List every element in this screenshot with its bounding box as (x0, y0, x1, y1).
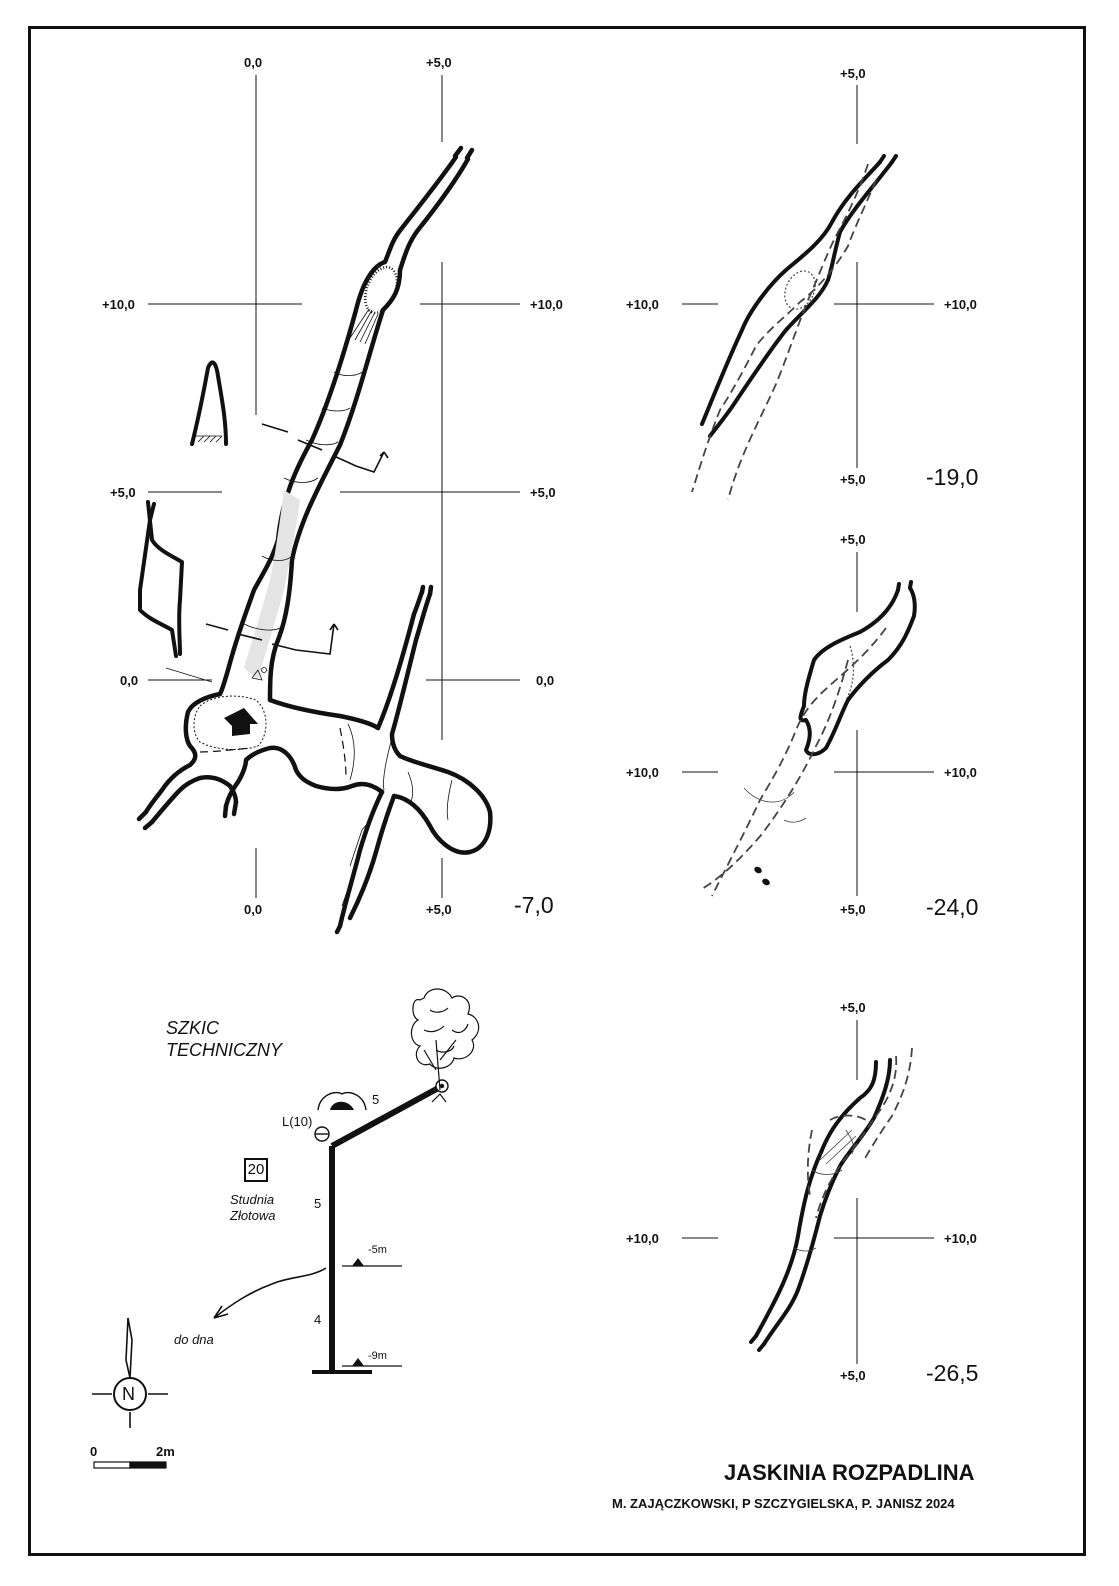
s19-label-bottom: +5,0 (840, 472, 866, 487)
scale-bar (94, 1462, 166, 1468)
north-arrow-icon (92, 1318, 168, 1428)
shaft-name-line1: Studnia (230, 1192, 275, 1207)
s24-label-left: +10,0 (626, 765, 659, 780)
depth-marker-5m: -5m (368, 1244, 387, 1256)
section-26-dashed (808, 1048, 912, 1218)
tech-sketch-stations (315, 1080, 448, 1141)
grid-label-bottom-right: +5,0 (426, 902, 452, 917)
grid-label-mid-right: +5,0 (530, 485, 556, 500)
section-24-blobs (753, 865, 771, 886)
cave-entrance-icon (318, 1093, 366, 1110)
grid-label-lower-right: 0,0 (536, 673, 555, 688)
s19-label-left: +10,0 (626, 297, 659, 312)
grid-label-top-left: 0,0 (244, 55, 263, 70)
grid-label-mid-left: +5,0 (110, 485, 136, 500)
grid-label-upper-left: +10,0 (102, 297, 135, 312)
s26-depth-level: -26,5 (926, 1360, 979, 1386)
grid-label-upper-right: +10,0 (530, 297, 563, 312)
shaft-name-line2: Złotowa (230, 1208, 276, 1223)
hatch-base (196, 436, 222, 442)
station-label: L(10) (282, 1114, 313, 1129)
to-bottom-label: do dna (174, 1332, 214, 1347)
profile-sketches (140, 362, 226, 656)
plan-depth-level: -7,0 (514, 892, 554, 918)
sketch-heading-line2: TECHNICZNY (166, 1040, 282, 1060)
shaft-number-badge: 20 (244, 1158, 268, 1182)
tech-sketch-shaft (214, 1086, 442, 1372)
grid-label-bottom-left: 0,0 (244, 902, 263, 917)
map-authors: M. ZAJĄCZKOWSKI, P SZCZYGIELSKA, P. JANISZ 2024 (612, 1496, 955, 1511)
main-grid-lines (148, 75, 520, 898)
north-letter: N (122, 1384, 135, 1404)
s26-label-top: +5,0 (840, 1000, 866, 1015)
map-title: JASKINIA ROZPADLINA (724, 1460, 975, 1485)
dashed-connector (200, 728, 346, 778)
s24-depth-level: -24,0 (926, 894, 979, 920)
section-24-dashed (700, 628, 886, 896)
scale-start-label: 0 (90, 1444, 98, 1459)
s26-label-bottom: +5,0 (840, 1368, 866, 1383)
sketch-heading-line1: SZKIC (166, 1018, 220, 1038)
cave-plan-outline (139, 148, 490, 932)
s26-label-left: +10,0 (626, 1231, 659, 1246)
s26-label-right: +10,0 (944, 1231, 977, 1246)
depth-marker-9m: -9m (368, 1350, 387, 1362)
s24-label-bottom: +5,0 (840, 902, 866, 917)
grid-label-lower-left: 0,0 (120, 673, 139, 688)
s19-label-right: +10,0 (944, 297, 977, 312)
leg-length-low: 4 (314, 1312, 322, 1327)
s24-label-right: +10,0 (944, 765, 977, 780)
section-19-outline (702, 156, 896, 436)
leg-length-mid: 5 (314, 1196, 322, 1211)
grid-label-top-right: +5,0 (426, 55, 452, 70)
section-24-outline (801, 582, 915, 754)
s24-label-top: +5,0 (840, 532, 866, 547)
scale-end-label: 2m (156, 1444, 175, 1459)
s19-label-top: +5,0 (840, 66, 866, 81)
leg-length-top: 5 (372, 1092, 380, 1107)
entrance-arrow-icon (224, 708, 258, 736)
s19-depth-level: -19,0 (926, 464, 979, 490)
